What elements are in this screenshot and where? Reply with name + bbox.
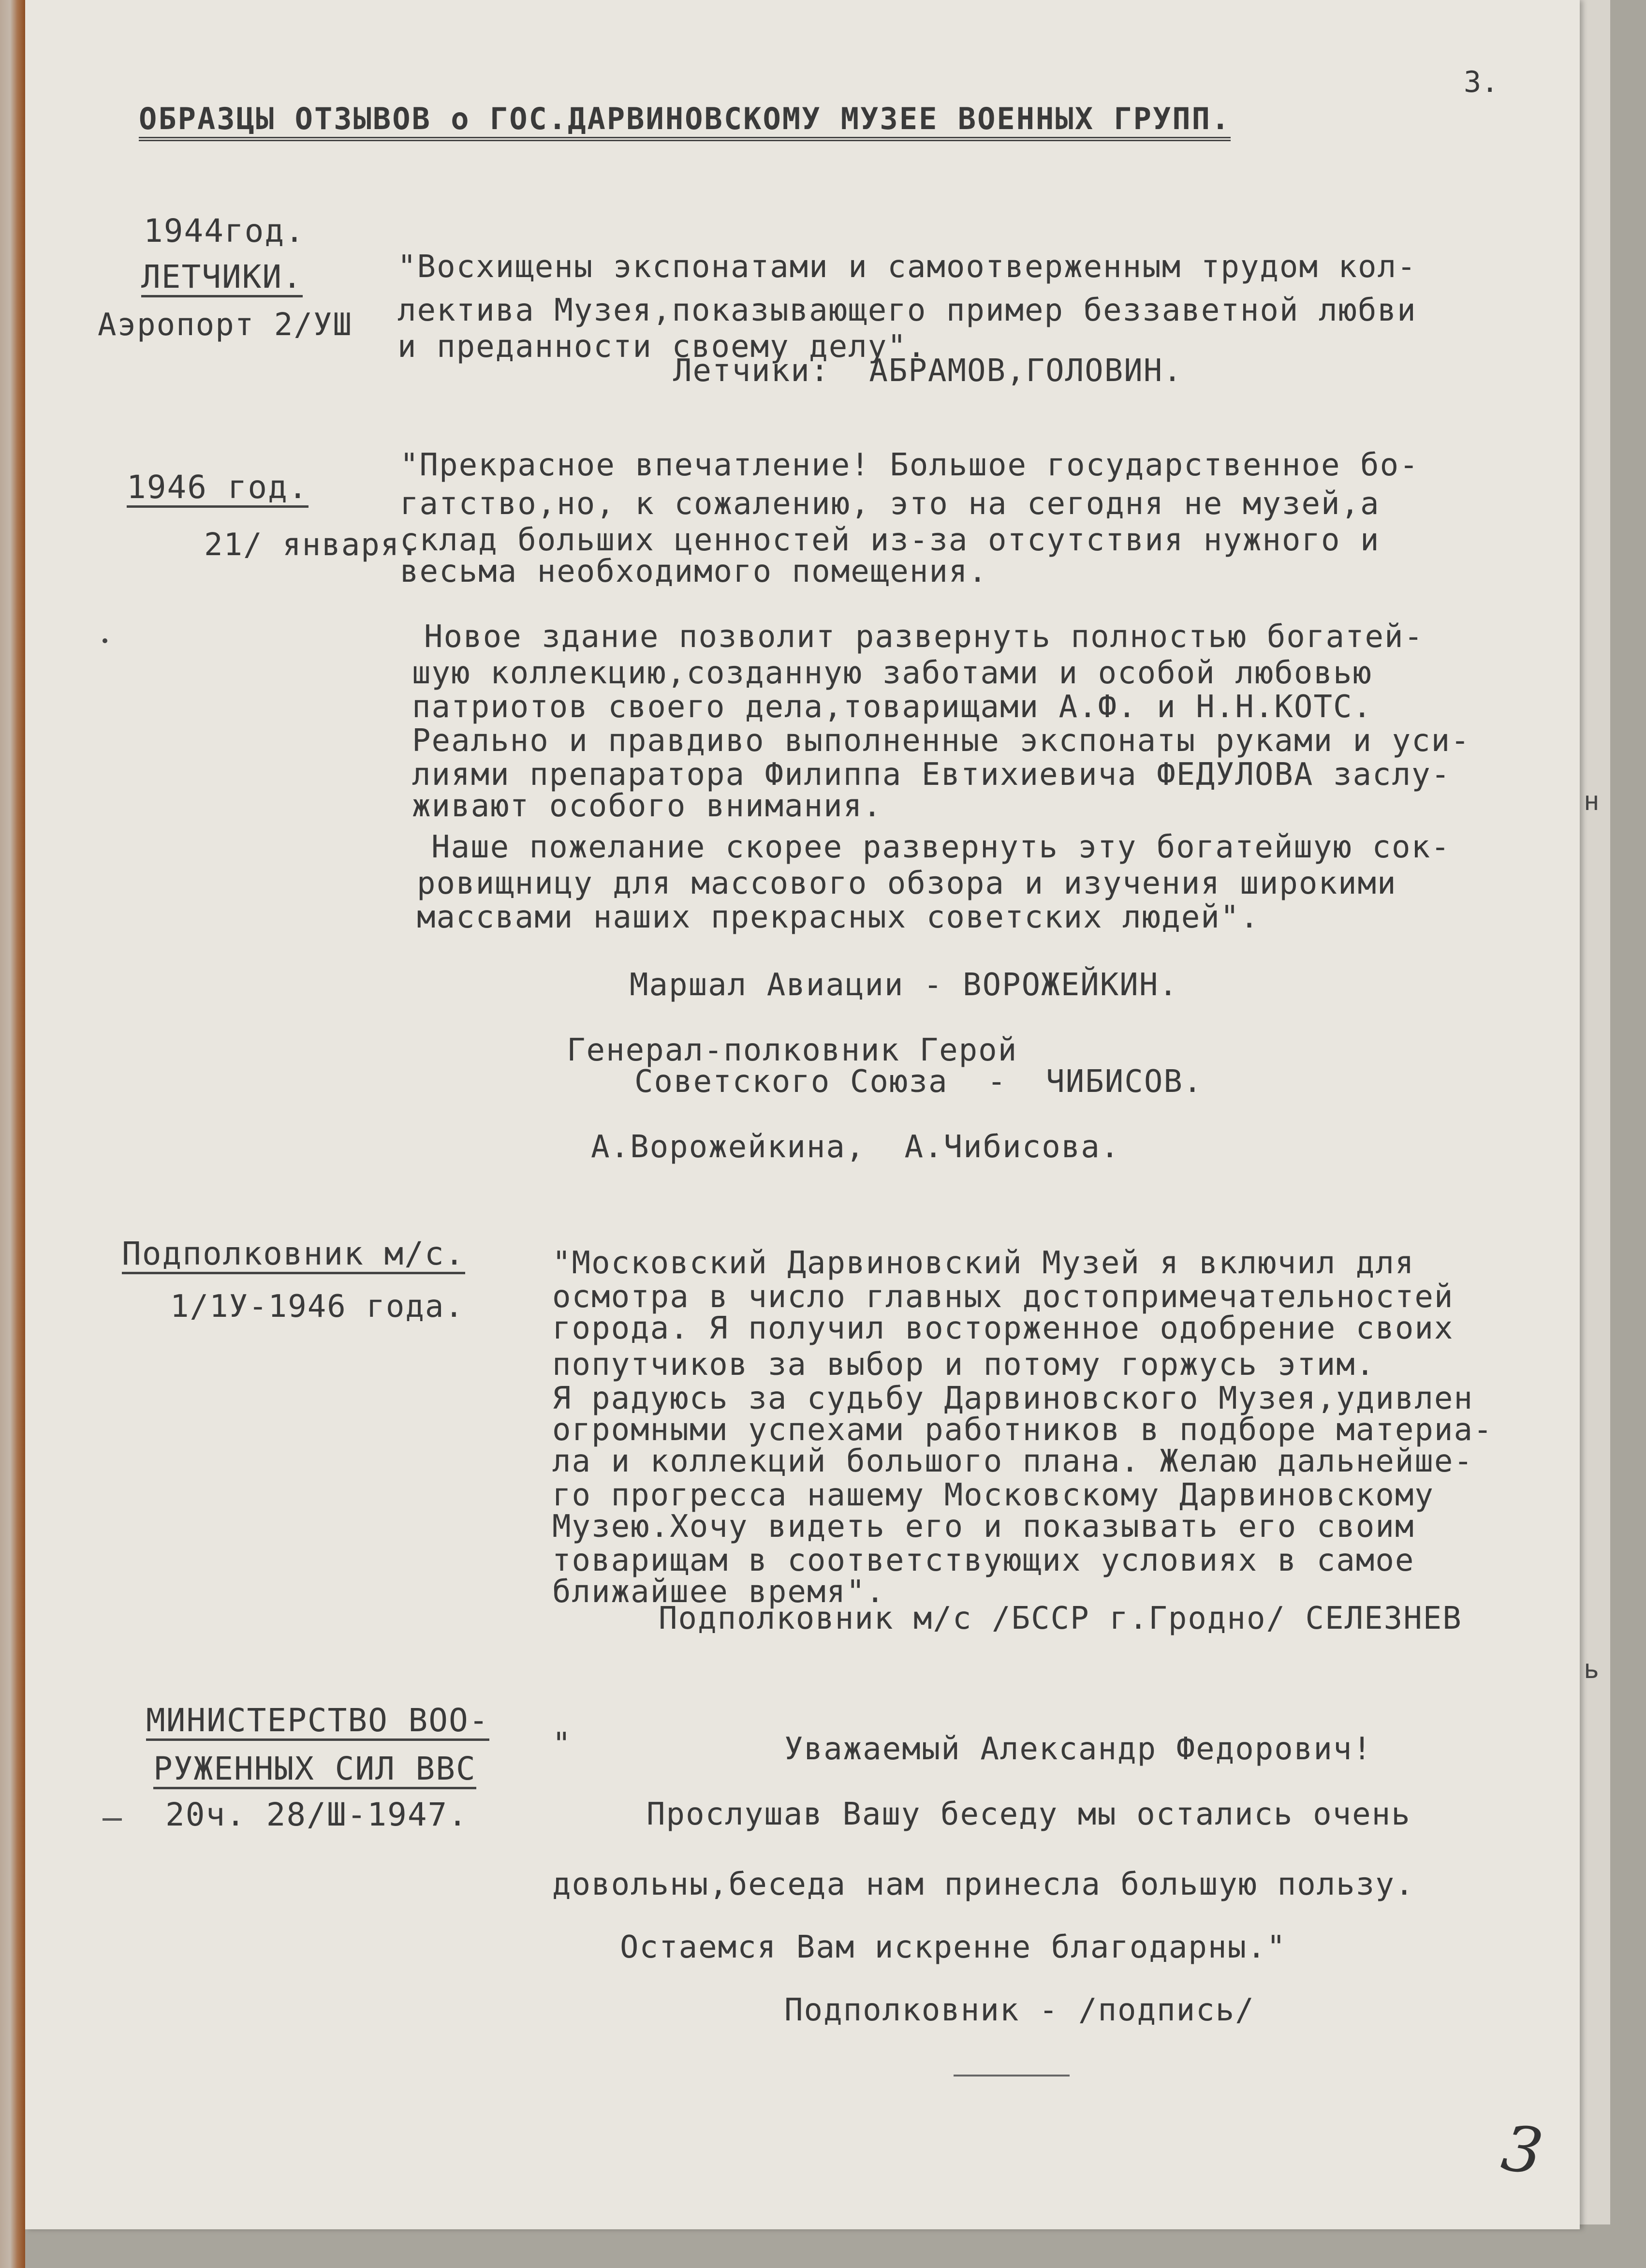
entry2-year: 1946 год. — [127, 471, 309, 508]
entry3-line4: попутчиков за выбор и потому горжусь этим. — [552, 1347, 1376, 1383]
handwritten-page-number: 3 — [1497, 2110, 1547, 2190]
entry2-date: 21/ января. — [204, 527, 420, 563]
entry2-signature-general-2: Советского Союза - ЧИБИСОВ. — [634, 1064, 1203, 1100]
entry2-para2-line6: живают особого внимания. — [412, 788, 882, 824]
entry2-signature-marshal: Маршал Авиации - ВОРОЖЕЙКИН. — [630, 967, 1178, 1003]
margin-dot — [103, 638, 107, 643]
entry2-para1-line3: склад больших ценностей из-за отсутствия нужного и — [400, 522, 1380, 558]
entry2-para1-line4: весьма необходимого помещения. — [400, 554, 988, 589]
entry2-para2-line3: патриотов своего дела,товарищами А.Ф. и Н.Н.КОТС. — [412, 689, 1373, 725]
entry3-signature: Подполковник м/с /БССР г.Гродно/ СЕЛЕЗНЕВ — [659, 1601, 1462, 1636]
page-number: 3. — [1464, 65, 1499, 99]
entry4-org-line2: РУЖЕННЫХ СИЛ ВВС — [153, 1753, 476, 1789]
entry2-para2-line5: лиями препаратора Филиппа Евтихиевича ФЕДУЛОВА заслу- — [412, 757, 1451, 793]
entry2-para3-line3: массвами наших прекрасных советских людей". — [417, 899, 1260, 935]
entry4-line2: довольны,беседа нам принесла большую пользу. — [552, 1867, 1415, 1902]
entry2-para1-line1: "Прекрасное впечатление! Большое государственное бо- — [400, 447, 1419, 483]
entry1-place: Аэропорт 2/УШ — [98, 307, 353, 343]
entry4-org-line1: МИНИСТЕРСТВО ВОО- — [146, 1705, 489, 1741]
entry4-line1: Прослушав Вашу беседу мы остались очень — [647, 1797, 1411, 1832]
entry3-line1: "Московский Дарвиновский Музей я включил для — [552, 1245, 1415, 1281]
entry3-who: Подполковник м/с. — [122, 1238, 465, 1274]
margin-dash — [103, 1818, 122, 1821]
entry2-signature-general-1: Генерал-полковник Герой — [567, 1032, 1018, 1068]
entry3-line10: товарищам в соответствующих условиях в самое — [552, 1543, 1415, 1578]
document-page — [25, 0, 1580, 2229]
entry1-year: 1944год. — [144, 212, 305, 250]
entry3-line8: го прогресса нашему Московскому Дарвиновскому — [552, 1477, 1434, 1513]
entry3-line3: города. Я получил восторженное одобрение своих — [552, 1311, 1454, 1346]
entry3-date: 1/1У-1946 года. — [170, 1289, 464, 1325]
entry2-para3-line1: Наше пожелание скорее развернуть эту богатейшую сок- — [431, 829, 1451, 865]
entry2-para2-line1: Новое здание позволит развернуть полностью богатей- — [424, 619, 1424, 655]
margin-mark-1: н — [1584, 786, 1600, 816]
entry4-line3: Остаемся Вам искренне благодарны." — [620, 1929, 1287, 1965]
closing-rule — [954, 2075, 1070, 2077]
entry2-signature-wives: А.Ворожейкина, А.Чибисова. — [591, 1129, 1120, 1165]
entry4-date: 20ч. 28/Ш-1947. — [165, 1796, 469, 1833]
entry2-para3-line2: ровищницу для массового обзора и изучения широкими — [417, 866, 1397, 901]
binding-edge — [0, 0, 25, 2268]
entry3-line11: ближайшее время". — [552, 1574, 886, 1610]
entry2-para2-line2: шую коллекцию,созданную заботами и особой любовью — [412, 655, 1373, 691]
entry2-para1-line2: гатство,но, к сожалению, это на сегодня не музей,а — [400, 486, 1380, 522]
document-title: ОБРАЗЦЫ ОТЗЫВОВ о ГОС.ДАРВИНОВСКОМУ МУЗЕЕ ВОЕННЫХ ГРУПП. — [139, 104, 1231, 141]
entry3-line7: ла и коллекций большого плана. Желаю дальнейше- — [552, 1443, 1473, 1479]
entry4-open-quote: " — [552, 1726, 572, 1762]
entry1-who: ЛЕТЧИКИ. — [141, 261, 303, 297]
entry3-line5: Я радуюсь за судьбу Дарвиновского Музея,удивлен — [552, 1381, 1473, 1416]
margin-mark-2: ь — [1584, 1654, 1600, 1684]
entry2-para2-line4: Реально и правдиво выполненные экспонаты руками и уси- — [412, 723, 1470, 759]
entry4-signature: Подполковник - /подпись/ — [784, 1992, 1255, 2028]
entry4-salutation: Уважаемый Александр Федорович! — [784, 1731, 1372, 1767]
entry1-line2: лектива Музея,показывающего пример беззаветной любви — [397, 293, 1417, 328]
entry3-line9: Музею.Хочу видеть его и показывать его своим — [552, 1509, 1415, 1545]
entry1-line1: "Восхищены экспонатами и самоотверженным трудом кол- — [397, 249, 1417, 285]
entry1-signature: Летчики: АБРАМОВ,ГОЛОВИН. — [673, 353, 1183, 389]
entry3-line2: осмотра в число главных достопримечательностей — [552, 1279, 1454, 1315]
entry3-line6: огромными успехами работников в подборе материа- — [552, 1412, 1493, 1448]
entry1-line3: и преданности своему делу". — [397, 329, 927, 365]
